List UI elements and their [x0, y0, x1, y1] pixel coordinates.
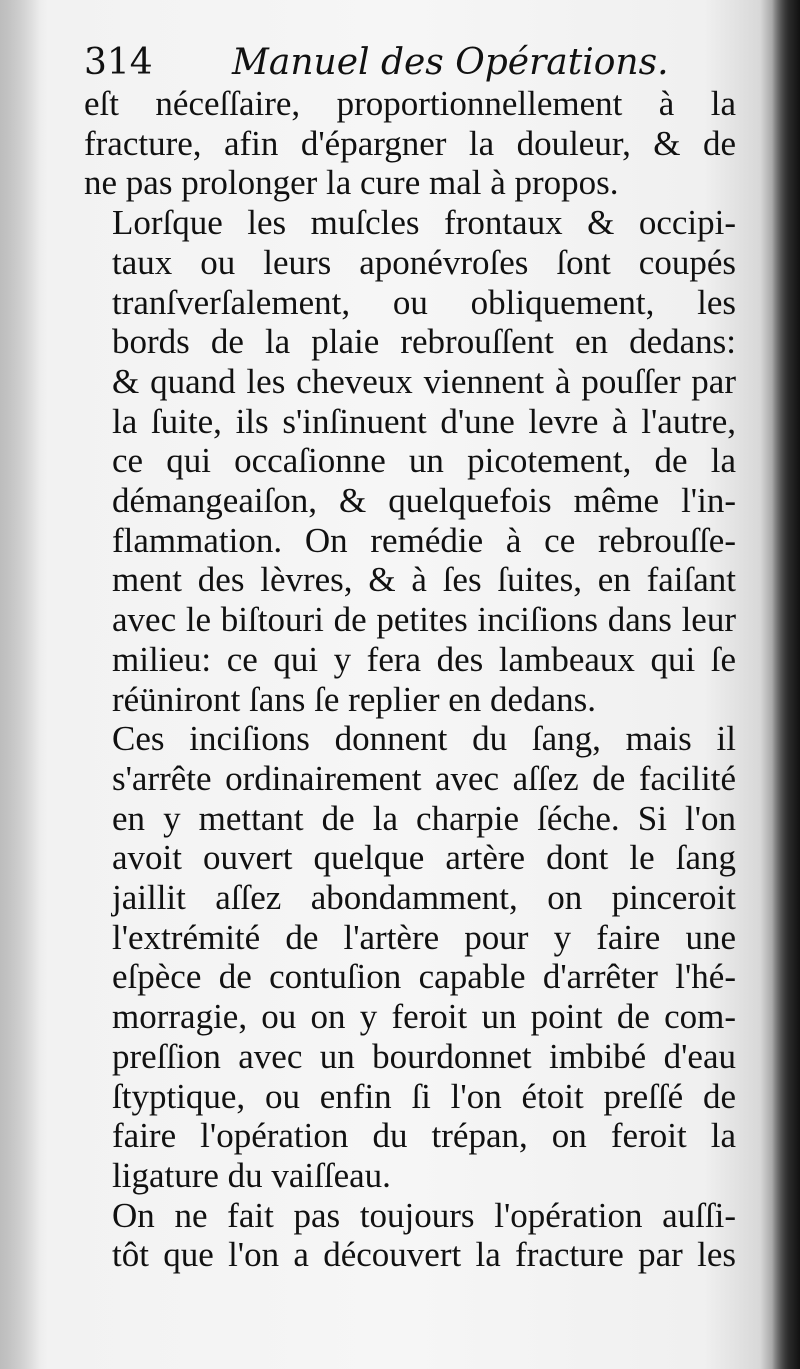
text-line: ſtyptique, ou enfin ſi l'on étoit preſſé de — [112, 1076, 736, 1116]
paragraph-2 — [84, 203, 736, 719]
text-line: ligature du vaiſſeau. — [112, 1155, 391, 1195]
text-line: eſt néceſſaire, proportionnellement à la — [84, 84, 736, 123]
text-line: ment des lèvres, & à ſes ſuites, en faiſant — [112, 560, 736, 600]
text-line: l'extrémité de l'artère pour y faire une — [112, 917, 736, 957]
text-line: eſpèce de contuſion capable d'arrêter l'hé- — [112, 957, 736, 997]
text-line: fracture, afin d'épargner la douleur, & de — [84, 123, 736, 163]
text-line: milieu: ce qui y fera des lambeaux qui ſe — [112, 639, 736, 679]
running-title: Manuel des Opérations. — [232, 42, 669, 83]
text-line: flammation. On remédie à ce rebrouſſe- — [112, 520, 736, 560]
text-line: s'arrête ordinairement avec aſſez de facilité — [112, 758, 736, 798]
text-line: démangeaiſon, & quelquefois même l'in- — [112, 481, 736, 521]
text-line: taux ou leurs aponévroſes ſont coupés — [112, 242, 736, 282]
text-line: ne pas prolonger la cure mal à propos. — [84, 163, 619, 203]
text-line: tôt que l'on a découvert la fracture par les — [112, 1235, 736, 1275]
text-line: en y mettant de la charpie ſéche. Si l'on — [112, 798, 736, 838]
text-line: réüniront ſans ſe replier en dedans. — [112, 679, 596, 719]
paragraph-4 — [84, 1196, 736, 1275]
text-line: bords de la plaie rebrouſſent en dedans: — [112, 322, 736, 362]
text-line: Lorſque les muſcles frontaux & occipi- — [112, 203, 736, 243]
text-line: la ſuite, ils s'inſinuent d'une levre à l'autre, — [112, 401, 736, 441]
page-edge-shadow — [772, 0, 800, 1369]
paragraph-3 — [84, 719, 736, 1195]
text-line: avec le biſtouri de petites inciſions dans leur — [112, 600, 736, 640]
text-line: tranſverſalement, ou obliquement, les — [112, 282, 736, 322]
text-line: morragie, ou on y feroit un point de com- — [112, 997, 736, 1037]
text-line: ce qui occaſionne un picotement, de la — [112, 441, 736, 481]
text-line: avoit ouvert quelque artère dont le ſang — [112, 838, 736, 878]
text-line: preſſion avec un bourdonnet imbibé d'eau — [112, 1036, 736, 1076]
text-line: & quand les cheveux viennent à pouſſer par — [112, 361, 736, 401]
body-text — [84, 84, 736, 1275]
text-line: Ces inciſions donnent du ſang, mais il — [112, 719, 736, 759]
text-line: faire l'opération du trépan, on feroit la — [112, 1116, 736, 1156]
page-gutter-shadow — [0, 0, 40, 1369]
text-line: On ne fait pas toujours l'opération auſſi- — [112, 1195, 736, 1235]
paragraph-1 — [84, 84, 736, 203]
page-number: 314 — [84, 42, 153, 83]
page-header — [84, 38, 744, 88]
text-line: jaillit aſſez abondamment, on pinceroit — [112, 878, 736, 918]
